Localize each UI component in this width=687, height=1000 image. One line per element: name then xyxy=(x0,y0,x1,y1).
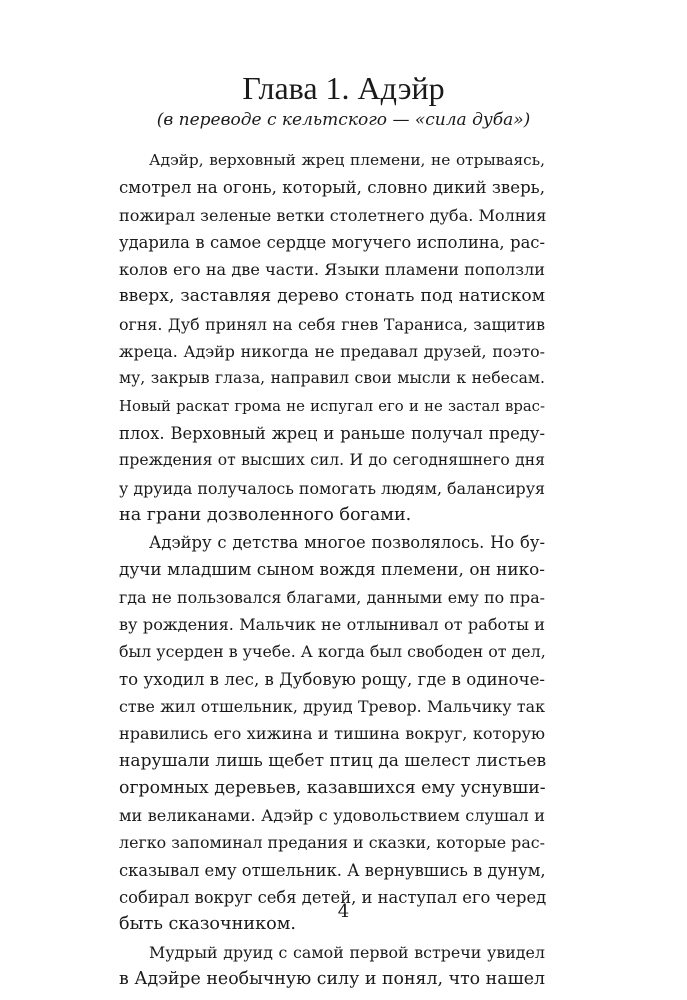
text-line: ударила в самое сердце могучего исполина, рас- xyxy=(119,232,545,252)
text-line: пожирал зеленые ветки столетнего дуба. Молния xyxy=(119,205,547,225)
text-line: Новый раскат грома не испугал его и не застал врас- xyxy=(119,396,545,415)
text-line: огня. Дуб принял на себя гнев Тараниса, защитив xyxy=(119,314,545,334)
text-line: му, закрыв глаза, направил свои мысли к небесам. xyxy=(119,369,545,388)
text-line: быть сказочником. xyxy=(119,914,296,935)
text-line: Мудрый друид с самой первой встречи увидел xyxy=(149,942,545,962)
text-line: сказывал ему отшельник. А вернувшись в дунум, xyxy=(119,860,546,880)
page-number: 4 xyxy=(337,901,350,922)
text-line: преждения от высших сил. И до сегодняшнего дня xyxy=(119,451,545,470)
text-line: гда не пользовался благами, данными ему по пра- xyxy=(119,587,545,607)
text-line: в Адэйре необычную силу и понял, что нашел xyxy=(119,968,545,989)
chapter-subtitle: (в переводе с кельтского — «сила дуба») xyxy=(156,110,531,130)
text-line: Адэйр, верховный жрец племени, не отрываясь, xyxy=(149,151,545,169)
text-line: колов его на две части. Языки пламени поползли xyxy=(119,260,545,280)
text-line: легко запоминал предания и сказки, которые рас- xyxy=(119,833,545,853)
text-line: стве жил отшельник, друид Тревор. Мальчику так xyxy=(119,696,545,716)
text-line: нарушали лишь щебет птиц да шелест листьев xyxy=(119,750,547,771)
text-line: нравились его хижина и тишина вокруг, которую xyxy=(119,724,545,744)
chapter-text xyxy=(119,147,545,993)
text-line: собирал вокруг себя детей, и наступал его черед xyxy=(119,888,547,908)
text-line: у друида получалось помогать людям, балансируя xyxy=(119,478,546,498)
text-line: плох. Верховный жрец и раньше получал преду- xyxy=(119,423,545,443)
text-line: вверх, заставляя дерево стонать под натиском xyxy=(119,286,545,307)
text-line: ву рождения. Мальчик не отлынивал от работы и xyxy=(119,615,545,635)
text-line: жреца. Адэйр никогда не предавал друзей, поэто- xyxy=(119,342,545,362)
text-line: ми великанами. Адэйр с удовольствием слушал и xyxy=(119,806,545,826)
text-line: на грани дозволенного богами. xyxy=(119,504,412,525)
text-line: смотрел на огонь, который, словно дикий зверь, xyxy=(119,178,545,198)
text-line: то уходил в лес, в Дубовую рощу, где в одиноче- xyxy=(119,669,545,689)
text-line: дучи младшим сыном вождя племени, он нико- xyxy=(119,559,545,580)
text-line: Адэйру с детства многое позволялось. Но бу- xyxy=(149,533,545,553)
text-line: был усерден в учебе. А когда был свободен от дел, xyxy=(119,642,546,662)
text-line: огромных деревьев, казавшихся ему уснувши- xyxy=(119,777,546,798)
chapter-title: Глава 1. Адэйр xyxy=(242,70,445,106)
